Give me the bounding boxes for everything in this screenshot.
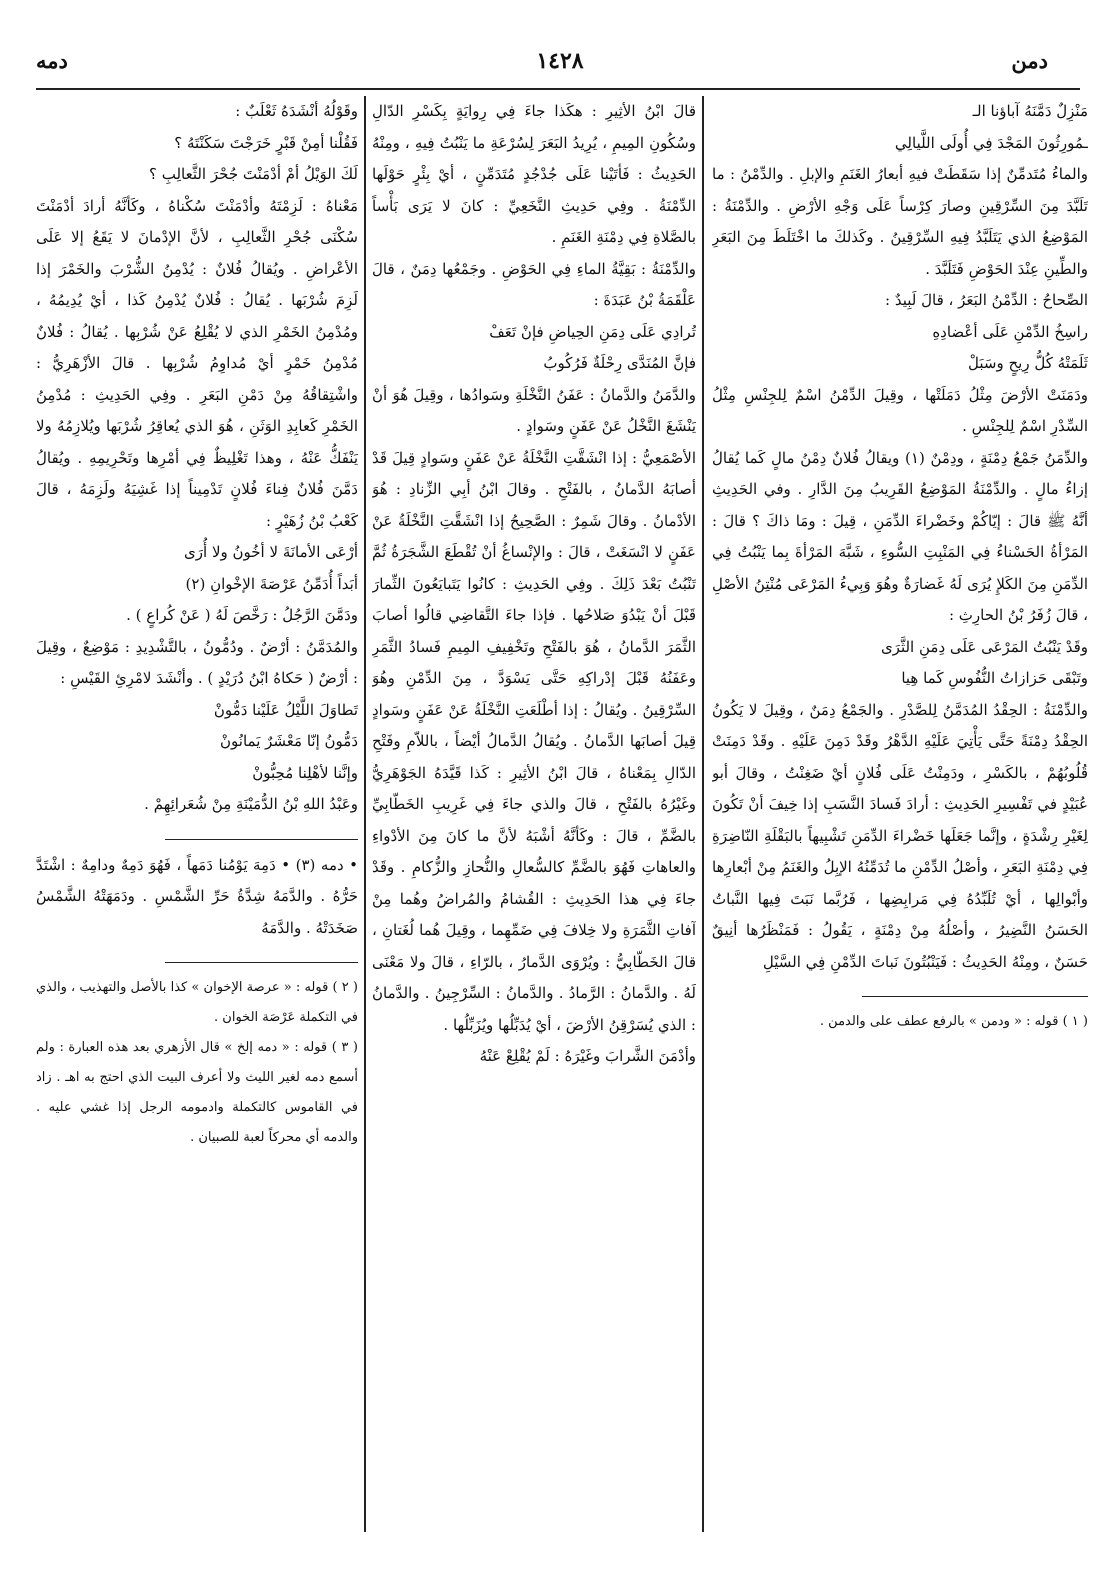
paragraph: والدَّمَنُ والدَّمانُ : عَفَنُ النَّخْلَةِ وسَوادُها ، وقِيلَ هُوَ أنْ يَنْشَغَ النَّخْلُ عَنْ عَفَنٍ وسَوادٍ . (372, 385, 696, 435)
column-left (36, 96, 358, 1536)
footnote: ( ١ ) قوله : « ودمن » بالرفع عطف على والدمن . (819, 1014, 1088, 1029)
verse-line: تَطاوَلَ اللَّيْلُ عَلَيْنا دَمُّونْ (213, 700, 358, 719)
entry-header-right: دمن (1011, 48, 1048, 73)
verse-line: وقَدْ يَنْبُتُ المَرْعَى عَلَى دِمَنِ الثَّرَى (880, 637, 1088, 656)
paragraph: والدِّمْنَةُ : بَقِيَّةُ الماءِ فِي الحَوْضِ . وجَمْعُها دِمَنٌ ، قالَ عَلْقَمَةُ بْنُ عَبَدَةَ : (372, 259, 696, 309)
text-line: ـمُورِثُونَ المَجْدَ فِي أُولَى اللَّيالِي (894, 133, 1088, 152)
verse-line: أرْعَى الأمانَةَ لا أخُونُ ولا أُرَى (184, 543, 358, 561)
paragraph: والمُدَمَّنُ : أرْضٌ . ودُمُّونُ ، بالتَّشْدِيدِ : مَوْضِعٌ ، وقِيلَ : أرْضٌ ( حَكاهُ ابْنُ دُرَيْدٍ ) . وأنْشَدَ لامْرِئِ القَيْسِ : (36, 637, 358, 687)
text-line: وقَوْلُهُ أنْشَدَهُ ثَعْلَبٌ : (235, 102, 358, 120)
verse-line: أبَداً أُدَمِّنُ عَرْصَةَ الإخْوانِ (٢) (185, 574, 358, 593)
column-divider (702, 96, 704, 1532)
column-right (712, 96, 1088, 1536)
verse-line: فإنَّ المُنَدَّى رِحْلَةٌ فَرُكُوبُ (543, 354, 696, 372)
paragraph: ودَمَنَتْ الأرْضَ مِثْلُ دَمَلَتْها ، وقِيلَ الدِّمْنُ اسْمٌ لِلجِنْسِ مِثْلُ السِّدْرِ اسْمٌ لِلجِنْسِ . (712, 385, 1088, 435)
entry-rule (165, 839, 358, 840)
footnote-rule (165, 962, 358, 963)
footnote: ( ٣ ) قوله : « دمه إلخ » قال الأزهري بعد هذه العبارة : ولم أسمع دمه لغير الليث ولا أعرف البيت الذي احتج به اهـ . زاد في القاموس كالتكملة وادمومه الرجل إذا غشي عليه . والدمه أي محركاً لعبة للصبيان . (36, 1040, 358, 1145)
verse-line: راسِخُ الدِّمْنِ عَلَى أعْضادِهِ (932, 322, 1088, 341)
paragraph: ودَمَّنَ الرَّجُلُ : رَخَّصَ لَهُ ( عَنْ كُراعٍ ) . (126, 606, 358, 624)
header-rule (36, 88, 1080, 90)
footnote-rule (862, 996, 1088, 997)
verse-line: دَمُّونُ إنّا مَعْشَرٌ يَمانُونْ (220, 732, 358, 750)
text-line: الصِّحاحُ : الدِّمْنُ البَعَرُ ، قالَ لَبِيدٌ : (885, 291, 1088, 309)
verse-line: فَقُلْنا أمِنْ قَبْرٍ خَرَجْتَ سَكَنْتَهُ ؟ (174, 133, 358, 152)
paragraph: والماءُ مُتَدمِّنٌ إذا سَقَطَتْ فيهِ أبعارُ الغَنَمِ والإبلِ . والدِّمْنُ : ما تَلَبَّدَ مِنَ السِّرْقِينِ وصارَ كِرْساً عَلَى وَجْهِ الأرْضِ . والدِّمْنَةُ : المَوْضِعُ الذي يَتَلَبَّدُ فِيهِ السِّرْقِينُ . وكَذلكَ ما اخْتَلَطَ مِنَ البَعَرِ والطِّينِ عِنْدَ الحَوْضِ فَتَلَبَّدَ . (712, 165, 1088, 278)
text-line: مَنْزِلٌ دَمَّنَهُ آباؤنا الـ (972, 102, 1088, 120)
paragraph: والدِّمَنُ جَمْعُ دِمْنَةٍ ، ودِمْنٌ (١) ويقالُ فُلانٌ دِمْنُ مالٍ كَما يُقالُ إزاءُ مالٍ . والدِّمْنَةُ المَوْضِعُ القَرِيبُ مِنَ الدَّارِ . وفي الحَدِيثِ أنَّهُ ﷺ قالَ : إيّاكُمْ وخَضْراءَ الدِّمَنِ ، قِيلَ : ومَا ذاكَ ؟ قالَ : المَرْأةُ الحَسْناءُ فِي المَنْبِتِ السُّوءِ ، شَبَّهَ المَرْأةَ بِما يَنْبُتُ فِي الدِّمَنِ مِنَ الكَلإِ يُرَى لَهُ غَضارَةٌ وهُوَ وَبِيءُ المَرْعَى مُنْتِنُ الأصْلِ ، قالَ زُفَرُ بْنُ الحارِثِ : (712, 448, 1088, 624)
column-middle (372, 96, 696, 1536)
footnote: ( ٢ ) قوله : « عرصة الإخوان » كذا بالأصل والتهذيب ، والذي في التكملة عَرْصَة الخوان . (36, 980, 358, 1025)
entry-dmh: • دمه (٣) • دَمِهَ يَوْمُنا دَمَهاً ، فَهُوَ دَمِهٌ ودامِهٌ : اشْتَدَّ حَرُّهُ . والدَّمَهُ شِدَّةُ حَرِّ الشَّمْسِ . ودَمَهَتْهُ الشَّمْسُ صَخَدَتْهُ . والدَّمَهُ (36, 855, 358, 937)
paragraph: قالَ ابْنُ الأثِيرِ : هكَذا جاءَ فِي رِوايَةٍ بِكَسْرِ الدّالِ وسُكُونِ المِيمِ ، يُرِيدُ البَعَرَ لِسُرْعَةِ ما يَنْبُتُ فِيهِ ، ومِنْهُ الحَدِيثُ : فَأتَيْنا عَلَى جُدْجُدٍ مُتَدَمِّنٍ ، أيْ بِئْرٍ حَوْلَها الدِّمْنَةُ . وفِي حَدِيثِ النَّخَعِيِّ : كانَ لا يَرَى بَأْساً بالصَّلاةِ فِي دِمْنَةِ الغَنَمِ . (372, 102, 696, 246)
page-number: ١٤٢٨ (536, 48, 584, 74)
column-divider (364, 96, 366, 1532)
verse-line: وتَبْقَى حَزازاتُ النُّفُوسِ كَما هِيا (901, 669, 1088, 687)
verse-line: لَكَ الوَيْلُ أمْ أدْمَنْتَ جُحْرَ الثَّعالِبِ ؟ (149, 165, 358, 183)
entry-header-left: دمه (36, 48, 68, 73)
verse-line: وإنَّنا لأهْلِنا مُحِبُّونْ (252, 763, 358, 782)
paragraph: وعَبْدُ اللهِ بْنُ الدُّمَيْنَةِ مِنْ شُعَرائِهِمْ . (144, 795, 358, 813)
paragraph: وأدْمَنَ الشَّرابَ وغَيْرَهُ : لَمْ يُقْلِعْ عَنْهُ (479, 1047, 696, 1065)
paragraph: مَعْناهُ : لَزِمْتَهُ وأدْمَنْتَ سُكْناهُ ، وكَأنَّهُ أرادَ أدْمَنْتَ سُكْنَى جُحْرِ الثَّعالِبِ ، لأنَّ الإدْمانَ لا يَقَعُ إلا عَلَى الأعْراضِ . ويُقالُ فُلانٌ : يُدْمِنُ الشُّرْبَ والخَمْرَ إذا لَزِمَ شُرْبَها . يُقالُ : فُلانٌ يُدْمِنُ كَذا ، أيْ يُدِيمُهُ ، ومُدْمِنُ الخَمْرِ الذي لا يُقْلِعُ عَنْ شُرْبِها . يُقالُ : فُلانٌ مُدْمِنُ خَمْرٍ أيْ مُداوِمُ شُرْبِها . قالَ الأزْهَرِيُّ : واشْتِقاقُهُ مِنْ دَمْنِ البَعَرِ . وفِي الحَدِيثِ : مُدْمِنُ الخَمْرِ كَعابِدِ الوَثَنِ ، هُوَ الذي يُعاقِرُ شُرْبَها ويُلازِمُهُ ولا يَنْفَكُّ عَنْهُ ، وهذا تَغْلِيظٌ فِي أمْرِها وتَحْرِيمِهِ . ويُقالُ دَمَّنَ فُلانٌ فِناءَ فُلانٍ تَدْمِيناً إذا غَشِيَهُ ولَزِمَهُ ، قالَ كَعْبُ بْنُ زُهَيْرٍ : (36, 196, 358, 530)
paragraph: الأصْمَعِيُّ : إذا انْشَقَّتِ النَّخْلَةُ عَنْ عَفَنٍ وسَوادٍ قِيلَ قَدْ أصابَهُ الدَّمانُ ، بالفَتْحِ . وقالَ ابْنُ أبِي الزِّنادِ : هُوَ الأدْمانُ . وقالَ شَمِرٌ : الصَّحِيحُ إذا انْشَقَّتِ النَّخْلَةُ عَنْ عَفَنٍ لا انْسَغَتْ ، قالَ : والإنْساغُ أنْ تُقْطَعَ الشَّجَرَةُ ثُمَّ تَنْبُتُ بَعْدَ ذَلِكَ . وفِي الحَدِيثِ : كانُوا يَتَبايَعُونَ الثِّمارَ قَبْلَ أنْ يَبْدُوَ صَلاحُها . فإذا جاءَ التَّقاضِي قالُوا أصابَ الثَّمَرَ الدَّمانُ ، هُوَ بالفَتْحِ وتَخْفِيفِ المِيمِ فَسادُ الثَّمَرِ وعَفَنُهُ قَبْلَ إدْراكِهِ حَتَّى يَسْوَدَّ ، مِنَ الدِّمْنِ وهُوَ السِّرْقِينُ . ويُقالُ : إذا أطْلَعَتِ النَّخْلَةُ عَنْ عَفَنٍ وسَوادٍ قِيلَ أصابَها الدَّمانُ . ويُقالُ الدَّمالُ أيْضاً ، باللاّمِ وفَتْحِ الدّالِ بِمَعْناهُ ، قالَ ابْنُ الأثِيرِ : كَذا قَيَّدَهُ الجَوْهَرِيُّ وغَيْرُهُ بالفَتْحِ ، قالَ والذي جاءَ فِي غَرِيبِ الخَطّابِيِّ بالضَّمِّ ، قالَ : وكَأنَّهُ أشْبَهُ لأنَّ ما كانَ مِنَ الأدْواءِ والعاهاتِ فَهُوَ بالضَّمِّ كالسُّعالِ والنُّحازِ والزُّكامِ . وقَدْ جاءَ فِي هذا الحَدِيثِ : القُشامُ والمُراضُ وهُما مِنْ آفاتِ الثَّمَرَةِ ولا خِلافَ فِي ضَمِّهِما ، وقِيلَ هُما لُغَتانِ ، قالَ الخَطّابِيُّ : ويُرْوَى الدَّمارُ ، بالرّاءِ ، قالَ ولا مَعْنَى لَهُ . والدَّمانُ : الرَّمادُ . والدَّمانُ : السِّرْجِينُ . والدَّمانُ : الذي يُسَرْقِنُ الأرْضَ ، أيْ يُدَبِّلُها ويُزَبِّلُها . (372, 448, 696, 1034)
paragraph: والدِّمْنَةُ : الحِقْدُ المُدَمَّنُ لِلصَّدْرِ . والجَمْعُ دِمَنٌ ، وقِيلَ لا يَكُونُ الحِقْدُ دِمْنَةً حَتَّى يَأْتِيَ عَلَيْهِ الدَّهْرُ وقَدْ دَمِنَ عَلَيْهِ . وقَدْ دَمِنَتْ قُلُوبُهُمْ ، بالكَسْرِ ، ودَمِنْتُ عَلَى فُلانٍ أيْ ضَغِنْتُ ، وقالَ أبو عُبَيْدٍ في تَفْسِيرِ الحَدِيثِ : أرادَ فَسادَ النَّسَبِ إذا خِيفَ أنْ تَكُونَ لِغَيْرِ رِشْدَةٍ ، وإنَّما جَعَلَها خَضْراءَ الدِّمَنِ تَشْبِيهاً بالبَقْلَةِ النّاضِرَةِ فِي دِمْنَةِ البَعَرِ ، وأصْلُ الدِّمْنِ ما تُدَمِّنُهُ الإبِلُ والغَنَمُ مِنْ أبْعارِها وأبْوالِها ، أيْ تُلَبِّدُهُ فِي مَرابِضِها ، فَرُبَّما نَبَتَ فِيها النَّباتُ الحَسَنُ النَّضِيرُ ، وأصْلُهُ مِنْ دِمْنَةٍ ، يَقُولُ : فَمَنْظَرُها أنِيقٌ حَسَنٌ ، ومِنْهُ الحَدِيثُ : فَيَنْبُتُونَ نَباتَ الدِّمْنِ فِي السَّيْلِ (712, 700, 1088, 971)
verse-line: تُرادِي عَلَى دِمَنِ الحِياضِ فإنْ تَعَفْ (489, 322, 696, 341)
verse-line: ثَلَمَتْهُ كُلُّ رِيحٍ وسَبَلْ (968, 354, 1088, 372)
